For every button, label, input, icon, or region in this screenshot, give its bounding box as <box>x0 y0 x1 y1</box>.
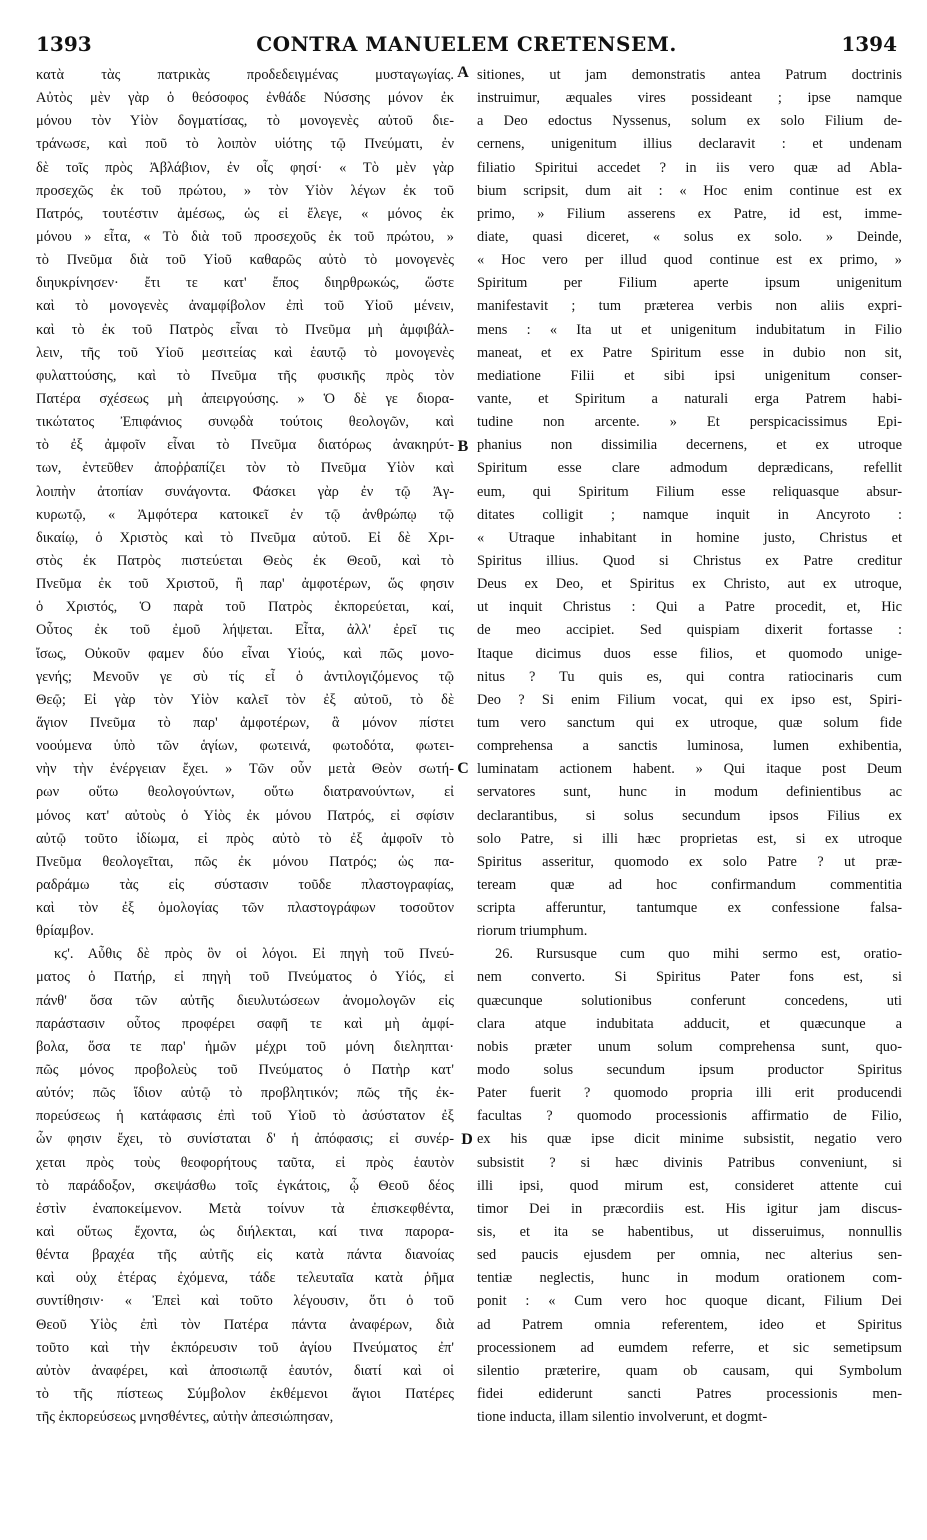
latin-text-line: Itaque dicimus duos esse filios, et quomodo unige- <box>477 645 902 662</box>
greek-text-line: θέντα βραχέα τῆς αὐτῆς εἰς κατὰ πάντα διανοίας <box>36 1247 454 1264</box>
greek-text-line: Πατέρα σχέσεως μὴ ἀπειργούσης. » Ὁ δὲ γε διορα- <box>36 390 454 407</box>
greek-text-line: καὶ οὕτως ἔχοντα, ὡς διήλεκται, καί τινα παρορα- <box>36 1224 454 1241</box>
greek-text-line: τικώτατος Ἐπιφάνιος συνῳδὰ τούτοις θεολογῶν, καὶ <box>36 414 454 431</box>
running-header <box>36 32 897 62</box>
greek-text-line: δὲ τοῖς πρὸς Ἀβλάβιον, ἐν οἷς φησί· « Τὸ μὲν γὰρ <box>36 159 454 176</box>
latin-text-line: tum vero sanctum qui ex utroque, quæ solum fide <box>477 714 902 731</box>
greek-text-line: τοῦτο καὶ τὴν ἐκπόρευσιν τοῦ ἁγίου Πνεύματος ἐπ' <box>36 1339 454 1356</box>
running-title: CONTRA MANUELEM CRETENSEM. <box>256 32 677 56</box>
latin-text-line: vante, et Spiritum a naturali erga Patrem habi- <box>477 390 902 407</box>
greek-text-line: παράστασιν οὗτος προφέρει σαφῆ τε καὶ μὴ ἀμφί- <box>36 1015 454 1032</box>
latin-text-line: illi ipsi, quod mirum est, consideret attente cui <box>477 1177 902 1194</box>
greek-text-line: μόνου τὸν Υἱὸν δογματίσας, τὸ μονογενὲς αὐτοῦ διε- <box>36 113 454 130</box>
greek-text-line: μόνος κατ' αὐτοὺς ὁ Υἱὸς ἐκ μόνου Πατρός, εἰ σφίσιν <box>36 807 454 824</box>
latin-text-line: luminatam actionem habent. » Qui itaque post Deum <box>477 761 902 778</box>
greek-text-line: αὐτῷ τοῦτο ἰδίωμα, εἰ πρὸς αὐτὸ τὸ ἐξ ἀμφοῖν τὸ <box>36 830 454 847</box>
latin-text-line: ponit : « Cum vero hoc quoque dicant, Filium Dei <box>477 1293 902 1310</box>
greek-text-line: δικαίῳ, ὁ Χριστὸς καὶ τὸ Πνεῦμα αὐτοῦ. Εἰ δὲ Χρι- <box>36 529 454 546</box>
latin-text-line: filiatio Spiritui accedet ? in iis vero quæ ad Abla- <box>477 159 902 176</box>
latin-text-line: nobis præter unum solum comprehensa sunt, quo- <box>477 1038 902 1055</box>
latin-text-line: ex his quæ ipse dicit minime subsistit, negatio vero <box>477 1131 902 1148</box>
greek-text-line: Θεοῦ Υἱὸς ἐπὶ τὸν Πατέρα πάντα ἀναφέρων, διὰ <box>36 1316 454 1333</box>
latin-text-line: de meo accipiet. Sed quispiam dixerit fortasse : <box>477 622 902 639</box>
latin-text-line: solo Patre, si illi hæc proprietas est, si ex utroque <box>477 830 902 847</box>
greek-text-line: λοιπὴν ἀτοπίαν συνάγοντα. Φάσκει γὰρ ἐν τῷ Ἀγ- <box>36 483 454 500</box>
greek-text-line: συντίθησιν· « Ἐπεὶ καὶ τοῦτο λέγουσιν, ὅτι ὁ τοῦ <box>36 1293 454 1310</box>
latin-text-line: clara atque indubitata adducit, et quæcunque a <box>477 1015 902 1032</box>
greek-text-line: ἴσως, Οὐκοῦν φαμεν δύο εἶναι Υἱούς, καὶ πῶς μονο- <box>36 645 454 662</box>
greek-text-line: ὁ Χριστός, Ὁ παρὰ τοῦ Πατρὸς ἐκπορεύεται, καί, <box>36 599 454 616</box>
latin-text-column <box>477 64 902 1429</box>
greek-text-line: αὐτὸν ἀναφέρει, καὶ ἀποσιωπᾷ ἑαυτόν, διατί καὶ οἱ <box>36 1362 454 1379</box>
greek-text-line: ὧν φησιν ἔχει, τὸ συνίσταται δ' ἡ ἀπόφασις; εἰ συνέρ- <box>36 1131 454 1148</box>
latin-text-line: nem converto. Si Spiritus Pater fons est, si <box>477 969 902 986</box>
latin-text-line: sitiones, ut jam demonstratis antea Patrum doctrinis <box>477 67 902 83</box>
latin-text-line: eum, qui Spiritum Filium esse reliquasque absur- <box>477 483 902 500</box>
latin-text-line: quæcunque solutionibus conferunt concedens, uti <box>477 992 902 1009</box>
greek-text-line: μόνου » εἶτα, « Τὸ διὰ τοῦ προσεχοῦς ἐκ τοῦ πρώτου, » <box>36 228 454 245</box>
latin-text-line: manifestavit ; tum præterea verbis non aliis expri- <box>477 298 902 315</box>
latin-text-line: maneat, et ex Patre Spiritum esse in dubio non sit, <box>477 344 902 361</box>
latin-text-line: sis, et ita se habentibus, ut disseruimus, nonnullis <box>477 1224 902 1241</box>
latin-text-line: a Deo edoctus Nyssenus, solum ex solo Filium de- <box>477 113 902 130</box>
latin-text-line: nitus ? Tu quis es, qui contra ratiocinaris cum <box>477 668 902 685</box>
margin-letter-c: C <box>457 760 469 777</box>
greek-text-line: βολα, ὅσα τε παρ' ἡμῶν μέχρι τοῦ μόνη διεληπται· <box>36 1038 454 1055</box>
greek-text-line: ρων οὕτω θεολογούντων, οὕτω διατρανούντων, εἰ <box>36 784 454 801</box>
greek-text-line: Πνεῦμα ἐκ τοῦ Χριστοῦ, ἢ παρ' ἀμφοτέρων, ὥς φησιν <box>36 576 454 593</box>
greek-text-line: στὸς ἐκ Πατρὸς πιστεύεται Θεὸς ἐκ Θεοῦ, καὶ τὸ <box>36 552 454 569</box>
greek-text-line: κατὰ τὰς πατρικὰς προδεδειγμένας μυσταγωγίας. <box>36 67 454 83</box>
greek-text-line: ματος ὁ Πατήρ, εἰ πηγὴ τοῦ Πνεύματος ὁ Υἱός, εἰ <box>36 969 454 986</box>
latin-text-line: processionem ad eumdem referre, et sic semetipsum <box>477 1339 902 1356</box>
latin-text-line: sed paucis ejusdem per omnia, nec alterius sen- <box>477 1247 902 1264</box>
latin-text-line: subsistit ? si hæc divinis Patribus conveniunt, si <box>477 1154 902 1171</box>
greek-text-line: προσεχῶς ἐκ τοῦ πρώτου, » τὸν Υἱὸν λέγων ἐκ τοῦ <box>36 182 454 199</box>
greek-text-line: Οὗτος ἐκ τοῦ ἐμοῦ λήψεται. Εἶτα, ἀλλ' ἐρεῖ τις <box>36 622 454 639</box>
greek-text-line: τράνωσε, καὶ ποῦ τὸ λοιπὸν υἱότης τῷ Πνεύματι, ἐν <box>36 136 454 153</box>
latin-text-line: modo solus secundum ipsum productor Spiritus <box>477 1062 902 1079</box>
right-page-number: 1394 <box>841 32 897 56</box>
latin-text-line: Spiritum esse clare admodum deprædicans, refellit <box>477 460 902 477</box>
greek-text-line: ἅγιον Πνεῦμα τὸ παρ' ἀμφοτέρων, ἃ μόνον πίστει <box>36 714 454 731</box>
greek-text-line: ραδράμω τὰς εἰς σύστασιν τοῦδε πλαστογραφίας, <box>36 876 454 893</box>
greek-text-line: αὐτόν; πῶς ἴδιον αὐτῷ τὸ προβλητικόν; πῶς τῆς ἐκ- <box>36 1085 454 1102</box>
greek-text-line: τῆς ἐκπορεύσεως μνησθέντες, αὐτὴν ἀπεσιώπησαν, <box>36 1409 334 1426</box>
latin-text-line: phanius non dissimilia decernens, et ex utroque <box>477 437 902 454</box>
latin-text-line: ad Patrem omnia referentem, ideo et Spiritus <box>477 1316 902 1333</box>
latin-text-line: primo, » Filium asserens ex Patre, id est, imme- <box>477 205 902 222</box>
greek-text-line: νὴν τὴν ἐνέργειαν ἔχει. » Τῶν οὖν μετὰ Θεὸν σωτή- <box>36 761 454 778</box>
latin-text-line: Deus ex Deo, et Spiritus ex Christo, aut ex utroque, <box>477 576 902 593</box>
greek-text-line: πορεύσεως ἡ κατάφασις ἐπὶ τοῦ Υἱοῦ τὸ ἀσύστατον ἐξ <box>36 1108 454 1125</box>
margin-letter-a: A <box>457 64 469 81</box>
latin-text-line: instruimur, æquales vires possideant ; ipse namque <box>477 90 902 107</box>
latin-text-line: scripta afferuntur, tantumque ex confessione falsa- <box>477 900 902 917</box>
latin-text-line: silentio præterire, quam ob causam, qui Symbolum <box>477 1362 902 1379</box>
greek-text-line: διηυκρίνησεν· ἔτι τε κατ' ἔπος διηρθρωκώς, ὥστε <box>36 275 454 292</box>
latin-text-line: diate, quasi diceret, « solus ex solo. » Deinde, <box>477 228 902 245</box>
latin-text-line: bium scripsit, dum ait : « Hoc enim continue est ex <box>477 182 902 199</box>
latin-text-line: « Hoc vero per illud quod continue est ex primo, » <box>477 252 902 269</box>
latin-text-line: Spiritus illius. Quod si Christus ex Patre creditur <box>477 552 902 569</box>
greek-text-line: Θεῷ; Εἰ γὰρ τὸν Υἱὸν καλεῖ τὸν ἐξ αὐτοῦ, τὸ δὲ <box>36 691 454 708</box>
greek-text-line: Αὐτὸς μὲν γὰρ ὁ θεόσοφος ἐνθάδε Νύσσης μόνον ἐκ <box>36 90 454 107</box>
greek-text-line: κυρωτῷ, « Ἀμφότερα κατοικεῖ ἐν τῷ ἀνθρώπῳ τῷ <box>36 506 454 523</box>
greek-text-line: χεται πρὸς τοὺς θεοφορήτους ταῦτα, εἰ πρὸς ἑαυτὸν <box>36 1154 454 1171</box>
margin-letter-d: D <box>461 1131 473 1148</box>
greek-text-line: κϛ'. Αὖθις δὲ πρὸς ὃν οἱ λόγοι. Εἰ πηγὴ τοῦ Πνεύ- <box>54 946 454 963</box>
greek-text-line: καὶ τὸν ἐξ ὁμολογίας τῶν πλαστογράφων τοσοῦτον <box>36 900 454 917</box>
left-page-number: 1393 <box>36 32 92 56</box>
greek-text-line: ἐστὶν ἐναποκείμενον. Μετὰ τοίνυν τὰ ἐπισκεφθέντα, <box>36 1200 454 1217</box>
greek-text-line: καὶ τὸ ἐκ τοῦ Πατρὸς εἶναι τὸ Πνεῦμα μὴ ἀμφιβάλ- <box>36 321 454 338</box>
latin-text-line: Spiritum per Filium aperte ipsum unigenitum <box>477 275 902 292</box>
greek-text-line: πῶς μόνος προβολεὺς τοῦ Πνεύματος ὁ Πατὴρ κατ' <box>36 1062 454 1079</box>
latin-text-line: « Utraque inhabitant in homine justo, Christus et <box>477 529 902 546</box>
latin-text-line: cernens, unigenitum illius declaravit : et undenam <box>477 136 902 153</box>
latin-text-line: servatores sunt, hunc in modum definientibus ac <box>477 784 902 801</box>
latin-text-line: teream quæ ad hoc confirmandum commentitia <box>477 876 902 893</box>
greek-text-line: θρίαμβον. <box>36 923 94 940</box>
greek-text-line: λειν, τῆς τοῦ Υἱοῦ μεσιτείας καὶ ἑαυτῷ τὸ μονογενὲς <box>36 344 454 361</box>
greek-text-line: τὸ τῆς πίστεως Σύμβολον ἐκθέμενοι ἅγιοι Πατέρες <box>36 1386 454 1403</box>
latin-text-line: Deo ? Si enim Filium vocat, qui ex ipso est, Spiri- <box>477 691 902 708</box>
latin-text-line: ut inquit Christus : Qui a Patre procedit, et, Hic <box>477 599 902 616</box>
latin-text-line: riorum triumphum. <box>477 923 588 940</box>
latin-text-line: mens : « Ita ut et unigenitum indubitatum in Filio <box>477 321 902 338</box>
greek-text-line: τὸ ἐξ ἀμφοῖν εἶναι τὸ Πνεῦμα διατόρως ἀνακηρύτ- <box>36 437 454 454</box>
latin-text-line: tentiæ neglectis, hunc in modum orationem com- <box>477 1270 902 1287</box>
latin-text-line: tione inducta, illam silentio involverunt, et dogmt- <box>477 1409 768 1426</box>
latin-text-line: Pater fuerit ? quomodo propria illi erit producendi <box>477 1085 902 1102</box>
greek-text-line: των, ἐντεῦθεν ἀποῤῥαπίζει τὸν τὸ Πνεῦμα Υἱὸν καὶ <box>36 460 454 477</box>
latin-text-line: comprehensa a sanctis luminosa, lumen exhibentia, <box>477 738 902 755</box>
greek-text-line: καὶ τὸ μονογενὲς ἀναμφίβολον ἐπὶ τοῦ Υἱοῦ μένειν, <box>36 298 454 315</box>
latin-text-line: declarantibus, si solus secundum ipsos Filius ex <box>477 807 902 824</box>
latin-text-line: fidei ediderunt sancti Patres processionis men- <box>477 1386 902 1403</box>
latin-text-line: 26. Rursusque cum quo mihi sermo est, oratio- <box>495 946 902 963</box>
greek-text-line: γενής; Μενοῦν γε σὺ τίς εἶ ὁ ἀντιλογιζόμενος τῷ <box>36 668 454 685</box>
latin-text-line: mediatione Filii et sibi ipsi unigenitum conser- <box>477 367 902 384</box>
greek-text-line: καὶ οὐχ ἑτέρας ἐχόμενα, τάδε τελευταῖα κατὰ ῥῆμα <box>36 1270 454 1287</box>
greek-text-line: νοούμενα ὑπὸ τῶν ἁγίων, φωτεινά, φωτοδότα, φωτει- <box>36 738 454 755</box>
latin-text-line: tudine non arcente. » Et perspicacissimus Epi- <box>477 414 902 431</box>
latin-text-line: ditates colligit ; namque inquit in Ancyroto : <box>477 506 902 523</box>
greek-text-line: τὸ παράδοξον, σκεψάσθω τοῖς ἐγκάτοις, ᾧ Θεοῦ δέος <box>36 1177 454 1194</box>
margin-letter-b: B <box>457 438 469 455</box>
latin-text-line: Spiritus asseritur, quomodo ex solo Patre ? ut præ- <box>477 853 902 870</box>
greek-text-line: φυλαττούσης, καὶ τὸ Πνεῦμα τῆς φυσικῆς πρὸς τὸν <box>36 367 454 384</box>
greek-text-line: Πνεῦμα θεολογεῖται, πῶς ἐκ μόνου Πατρός; ὡς πα- <box>36 853 454 870</box>
greek-text-line: πάνθ' ὅσα τῶν αὐτῆς διευλυτώσεων ἀνομολογῶν εἰς <box>36 992 454 1009</box>
latin-text-line: facultas ? quomodo processionis affirmatio de Filio, <box>477 1108 902 1125</box>
greek-text-line: Πατρός, τουτέστιν ἀμέσως, ὡς εἰ ἔλεγε, « μόνος ἐκ <box>36 205 454 222</box>
greek-text-column <box>36 64 454 1429</box>
latin-text-line: timor Dei in præcordiis est. His igitur jam discus- <box>477 1200 902 1217</box>
greek-text-line: τὸ Πνεῦμα διὰ τοῦ Υἱοῦ καθαρῶς αὐτὸ τὸ μονογενὲς <box>36 252 454 269</box>
